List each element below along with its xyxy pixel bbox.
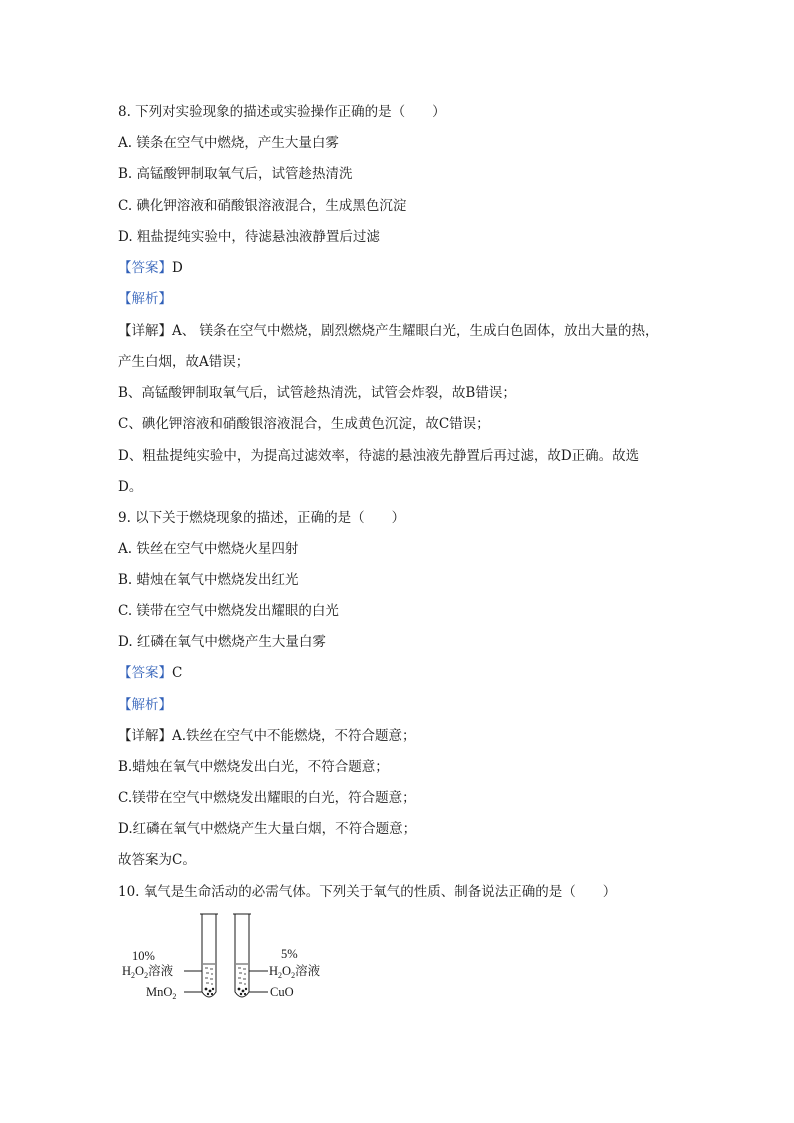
right-concentration-label: 5% — [281, 947, 298, 961]
q8-answer — [118, 258, 183, 278]
q8-analysis-label: 【解析】 — [118, 291, 172, 307]
q9-detail-text-1: A.铁丝在空气中不能燃烧，不符合题意； — [172, 728, 416, 744]
q8-detail-line-2: 产生白烟，故A错误； — [118, 354, 250, 370]
q10-stem: 10. 氧气是生命活动的必需气体。下列关于氧气的性质、制备说法正确的是（ ） — [118, 884, 617, 900]
q9-detail-tag: 【详解】 — [118, 728, 172, 744]
q8-detail-text-1: A、 镁条在空气中燃烧，剧烈燃烧产生耀眼白光，生成白色固体，放出大量的热， — [172, 323, 659, 339]
q8-answer-value: D — [172, 260, 183, 276]
q8-option-d: D. 粗盐提纯实验中，待滤悬浊液静置后过滤 — [118, 229, 380, 245]
q9-analysis-label: 【解析】 — [118, 697, 172, 713]
test-tube-diagram — [118, 912, 358, 1012]
right-test-tube — [233, 914, 251, 997]
left-h2o2-label: $H_2O_2$溶液 — [122, 964, 174, 980]
q9-detail-line-2: B.蜡烛在氧气中燃烧发出白光，不符合题意； — [118, 759, 389, 775]
q9-stem: 9. 以下关于燃烧现象的描述，正确的是（ ） — [118, 510, 406, 526]
q8-detail-line-1 — [118, 321, 659, 341]
q9-detail-line-3: C.镁带在空气中燃烧发出耀眼的白光，符合题意； — [118, 790, 416, 806]
q8-analysis-tag — [118, 289, 172, 309]
q9-option-d: D. 红磷在氧气中燃烧产生大量白雾 — [118, 634, 326, 650]
q8-option-b: B. 高锰酸钾制取氧气后，试管趁热清洗 — [118, 166, 353, 182]
q8-option-c: C. 碘化钾溶液和硝酸银溶液混合，生成黑色沉淀 — [118, 198, 407, 214]
left-concentration-label: 10% — [132, 949, 155, 963]
q9-answer-value: C — [172, 665, 183, 681]
q9-analysis-tag — [118, 695, 172, 715]
q8-detail-tag: 【详解】 — [118, 323, 172, 339]
q8-detail-line-6: D。 — [118, 479, 143, 495]
q8-detail-line-4: C、碘化钾溶液和硝酸银溶液混合，生成黄色沉淀，故C错误； — [118, 416, 490, 432]
right-catalyst-label: CuO — [270, 985, 294, 999]
q8-detail-line-3: B、高锰酸钾制取氧气后，试管趁热清洗，试管会炸裂，故B错误； — [118, 385, 516, 401]
q9-answer-tag: 【答案】 — [118, 665, 172, 681]
right-h2o2-label: $H_2O_2$溶液 — [269, 964, 321, 980]
q8-detail-line-5: D、粗盐提纯实验中，为提高过滤效率，待滤的悬浊液先静置后再过滤，故D正确。故选 — [118, 448, 640, 464]
q9-option-b: B. 蜡烛在氧气中燃烧发出红光 — [118, 572, 299, 588]
q8-option-a: A. 镁条在空气中燃烧，产生大量白雾 — [118, 135, 339, 151]
q9-answer — [118, 663, 182, 683]
left-catalyst-label: MnO$_2$ — [146, 985, 177, 1001]
q9-detail-line-5: 故答案为C。 — [118, 852, 196, 868]
q8-stem: 8. 下列对实验现象的描述或实验操作正确的是（ ） — [118, 104, 446, 120]
q9-detail-line-1 — [118, 726, 416, 746]
q9-option-a: A. 铁丝在空气中燃烧火星四射 — [118, 541, 299, 557]
q9-option-c: C. 镁带在空气中燃烧发出耀眼的白光 — [118, 603, 339, 619]
q8-answer-tag: 【答案】 — [118, 260, 172, 276]
left-test-tube — [200, 914, 218, 997]
q9-detail-line-4: D.红磷在氧气中燃烧产生大量白烟，不符合题意； — [118, 821, 417, 837]
